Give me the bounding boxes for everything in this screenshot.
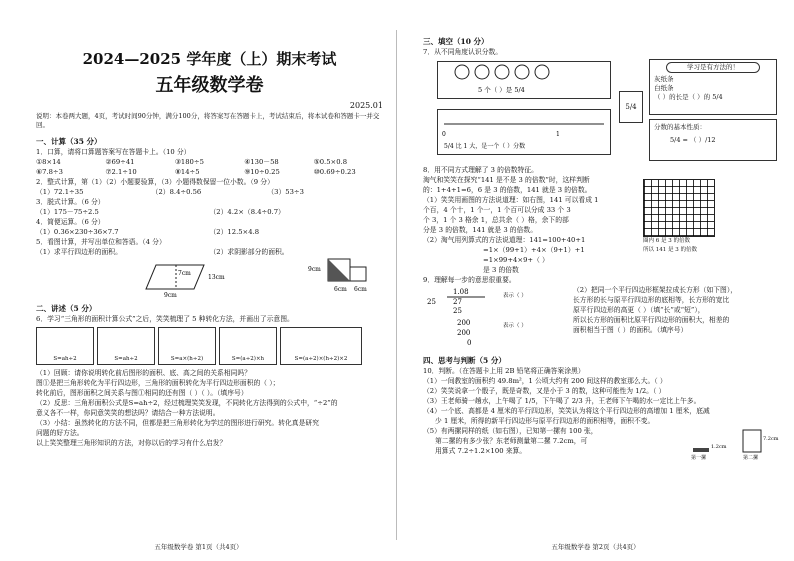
strips-box [649,59,777,115]
division-step: 0 [467,339,472,347]
exam-subtitle: 五年级数学卷 [155,75,264,96]
footer-left: 五年级数学卷 第1页（共4页） [154,543,243,551]
q7-diagram [423,57,778,165]
judge-5-text [423,426,673,460]
formula-2: S=ah÷2 [114,356,138,362]
section-1-heading: 一、计算（35 分） [36,137,102,146]
exam-title: 2024—2025 学年度（上）期末考试 [82,50,337,68]
strip-question: （ ）的长是（ ）的 5/4 [654,93,723,101]
q8-line: 个 3，1 个 3 格余 1，总共余（ ）格，余下的部 [423,216,569,224]
method-figure-1 [36,327,94,365]
grid-note: 圈内 6 是 3 的倍数 [643,238,690,244]
grid-note-2: 所以 141 是 3 的倍数 [643,247,697,253]
q4-item: （2）12.5×4.8 [209,228,260,236]
fig1-side-label: 13cm [208,274,225,281]
q5-figures-svg [36,257,376,297]
q1-item: ⑥7.8÷3 [36,168,63,176]
q1-item: ④130－58 [244,158,279,166]
q4-item: （1）0.36×230÷36×7.7 [36,228,119,236]
judge-3: （3）王老师骑一趟水，上午喝了 1/5，下午喝了 2/3 升，王老师下午喝的水一定比上午多。 [423,397,701,405]
q8-line: =1×99+4×9+（ ） [483,256,549,264]
q8-text [423,175,643,275]
q1-item: ⑦2.1÷10 [105,168,137,176]
q6-text-1: （1）回顾：请你说明转化前后图形的面积、底、高之间的关系相同吗？ [36,369,252,377]
q8-line: 淘气和笑笑在探究“141 是不是 3 的倍数”时，这样判断 [423,176,590,184]
division-step: 200 [457,329,471,337]
division-step: 200 [457,319,471,327]
q8-line: =1×（99+1）+4×（9+1）+1 [483,246,585,254]
q3-item: （2）4.2×（8.4÷0.7） [209,208,285,216]
method-figure-3 [158,327,216,365]
q1-item: ⑤0.5×0.8 [313,158,348,166]
q2: 2．整式计算，第（1）（2）小题要验算，（3）小题得数保留一位小数。（9 分） [36,178,274,186]
stack-2 [743,430,761,452]
division-question-2: 表示（ ） [503,323,527,329]
basic-property-box [649,119,777,161]
judge-4: （4）一个底、高都是 4 厘米的平行四边形，笑笑认为将这个平行四边形的高增加 1 厘米，底减 [423,407,710,415]
dividend: 27 [453,298,462,306]
division-step: 25 [453,307,462,315]
q8-line: 是 3 的倍数 [483,266,519,274]
parallelogram-shape [146,265,204,289]
divisor: 25 [427,298,436,306]
method-figure-5 [280,327,362,365]
judge-5-block [423,426,778,460]
q4-row [36,227,383,237]
q7: 7．从不同角度认识分数。 [423,48,503,56]
q4: 4．简便运算。（6 分） [36,218,105,226]
q6-text-5: 意义各不一样，你同意笑笑的想法吗？请结合一种方法说明。 [36,409,220,417]
q9: 9．理解每一步的意思很重要。 [423,276,516,284]
exam-date: 2025.01 [349,101,383,110]
formula-3: S=a×(h÷2) [170,356,204,362]
gray-strip-label: 灰纸条 [654,75,674,83]
formula-1: S=ah÷2 [53,356,77,362]
quotient: 1.08 [453,288,469,296]
circles-fraction-label: 5 个（ ）是 5/4 [478,86,525,94]
q5: 5．看图计算，并写出单位和答语。（4 分） [36,238,166,246]
q9-block [423,285,778,349]
q6-text-6: （3）小结：虽然转化的方法不同，但都是把三角形转化为学过的图形进行研究。转化真是研究 [36,419,319,427]
q9-line: （2）把同一个平行四边形框架拉成长方形（如下图）， [573,286,738,294]
q1-item: ②69÷41 [105,158,135,166]
q6: 6．学习“三角形的面积计算公式”之后，笑笑梳理了 5 种转化方法，并画出了示意图。 [36,315,294,323]
q9-part2 [573,285,773,349]
q3-row [36,207,383,217]
exam-instructions: 说明：本卷两大题，4页，考试时间90分钟，满分100分，将答案写在答题卡上，考试结束后，将本试卷和答题卡一并交回。 [36,112,380,129]
q2-row [36,187,383,197]
q3: 3．脱式计算。（6 分） [36,198,105,206]
q6-text-2: 图①是把三角形转化为平行四边形，三角形的面积转化为平行四边形面积的（ ）； [36,379,280,387]
svg-text:1: 1 [556,131,560,138]
fig2-base-label: 6cm [334,286,347,293]
q2-item: （3）53÷3 [267,188,304,196]
fig2-base2-label: 6cm [354,286,367,293]
stack-1 [693,448,709,452]
page-right [397,0,794,561]
numberline-label: 5/4 比 1 大，是一个（ ）分数 [444,143,526,150]
q9-line: 所以长方形的面积比原平行四边形的面积大，相差的 [573,316,730,324]
basic-property-title: 分数的基本性质： [654,123,706,131]
judge-5b: 第二摞的有多少张？东老师测量第二摞 7.2cm，可 [435,437,588,445]
judge-5: （5）有两摞同样的纸（如右图），已知第一摞有 100 张， [423,427,598,435]
q1-row1 [36,157,383,167]
method-figure-4 [219,327,277,365]
q1-item: ⑨10÷0.25 [244,168,280,176]
q10: 10．判断。（在答题卡上用 2B 铅笔将正确答案涂黑） [423,367,585,375]
fig1-base-label: 9cm [164,292,177,299]
formula-4: S=(a÷2)×h [231,356,265,362]
q1-item: ①8×14 [36,158,61,166]
footer-right: 五年级数学卷 第2页（共4页） [551,543,640,551]
fig2-height-label: 9cm [308,266,321,273]
q5-row [36,247,383,257]
q1-item: ⑧14÷5 [174,168,200,176]
section-4-heading: 四、思考与判断（5 分） [423,356,506,365]
division-question-1: 表示（ ） [503,293,527,299]
q8-line: 的：1+4+1=6，6 是 3 的倍数，141 就是 3 的倍数。 [423,186,592,194]
numberline-box [437,109,611,155]
q8-line: （2）淘气用列算式的方法说道理：141=100+40+1 [423,236,586,244]
q1: 1．口算，请将口算题答案写在答题卡上。（10 分） [36,148,191,156]
formula-5: S=(a÷2)×(h÷2)×2 [294,356,348,362]
study-badge: 学习是有方法的！ [666,62,760,73]
paper-stacks-svg [673,426,779,461]
center-fraction-box: 5/4 [619,91,643,123]
q6-figures [36,327,383,365]
numberline-svg [438,110,610,154]
circles-svg [438,62,610,98]
stack-2-label: 第二摞 [743,455,759,461]
method-figure-2 [97,327,155,365]
section-2-heading: 二、讲述（5 分） [36,304,97,313]
basic-property-equation: 5/4 = （ ）/12 [670,136,716,144]
q5-item: （2）求阴影部分的面积。 [209,248,289,256]
q1-item: ⑩0.69÷0.23 [313,168,356,176]
q8-block [423,175,778,275]
q9-line: 长方形的长与原平行四边形的底相等，长方形的宽比 [573,296,730,304]
hundred-grid [643,179,715,237]
circles-box [437,61,611,99]
hundred-grid-figure [643,175,773,275]
judge-4b: 少 1 厘米，所得的新平行四边形与原平行四边形的面积相等，面积不变。 [435,417,655,425]
judge-1: （1）一间教室的面积约 49.8m²，1 公顷大约有 200 间这样的教室那么大。（ ） [423,377,667,385]
stack-2-height: 7.2cm [763,436,779,442]
q6-text-3: 转化前后，图形面积之间关系与图①相同的还有图（ ）（ ）。（填序号） [36,389,248,397]
q1-item: ③180÷5 [174,158,204,166]
q2-item: （1）72.1÷35 [36,188,84,196]
long-division [423,285,573,349]
section-3-heading: 三、填空（10 分） [423,37,489,46]
q8-line: 分是 3 的倍数，141 就是 3 的倍数。 [423,226,537,234]
q8-line: （1）笑笑用画图的方法说道理：如右图，141 可以看成 1 [423,196,599,204]
svg-text:0: 0 [442,131,446,138]
q9-line: 原平行四边形的高更（ ）（填“长”或“短”）， [573,306,705,314]
q6-text-8: 以上笑笑整理三角形知识的方法，对你以后的学习有什么启发？ [36,439,227,447]
q9-line: 面积相当于图（ ）的面积。（填序号） [573,326,688,334]
q5-item: （1）求平行四边形的面积。 [36,248,122,256]
q2-item: （2）8.4÷0.56 [151,188,202,196]
q1-row2 [36,167,383,177]
q8: 8．用不同方式理解了 3 的倍数特征。 [423,166,538,174]
fig1-height-label: 7cm [178,270,191,277]
q3-item: （1）175－75÷2.5 [36,208,99,216]
stack-1-height: 1.2cm [711,444,727,450]
q8-line: 个百，4 个十，1 个一，1 个百可以分成 33 个 3 [423,206,571,214]
judge-5c: 用算式 7.2÷1.2×100 来算。 [435,447,527,455]
long-division-svg [423,285,573,349]
shaded-triangle [328,259,350,281]
q6-text-7: 问题的好方法。 [36,429,84,437]
white-strip-label: 白纸条 [654,84,674,92]
q5-figures [36,257,383,297]
q6-text-4: （2）反思：三角形面积公式是S=ah÷2，经过梳理笑笑发现，不同转化方法得到的公式中，“÷2”的 [36,399,338,407]
judge-2: （2）笑笑说拿一个骰子，既是奇数，又是小于 3 的数，这种可能性为 1/2。（ ） [423,387,666,395]
small-square-shape [350,267,366,281]
stack-1-label: 第一摞 [691,455,707,461]
